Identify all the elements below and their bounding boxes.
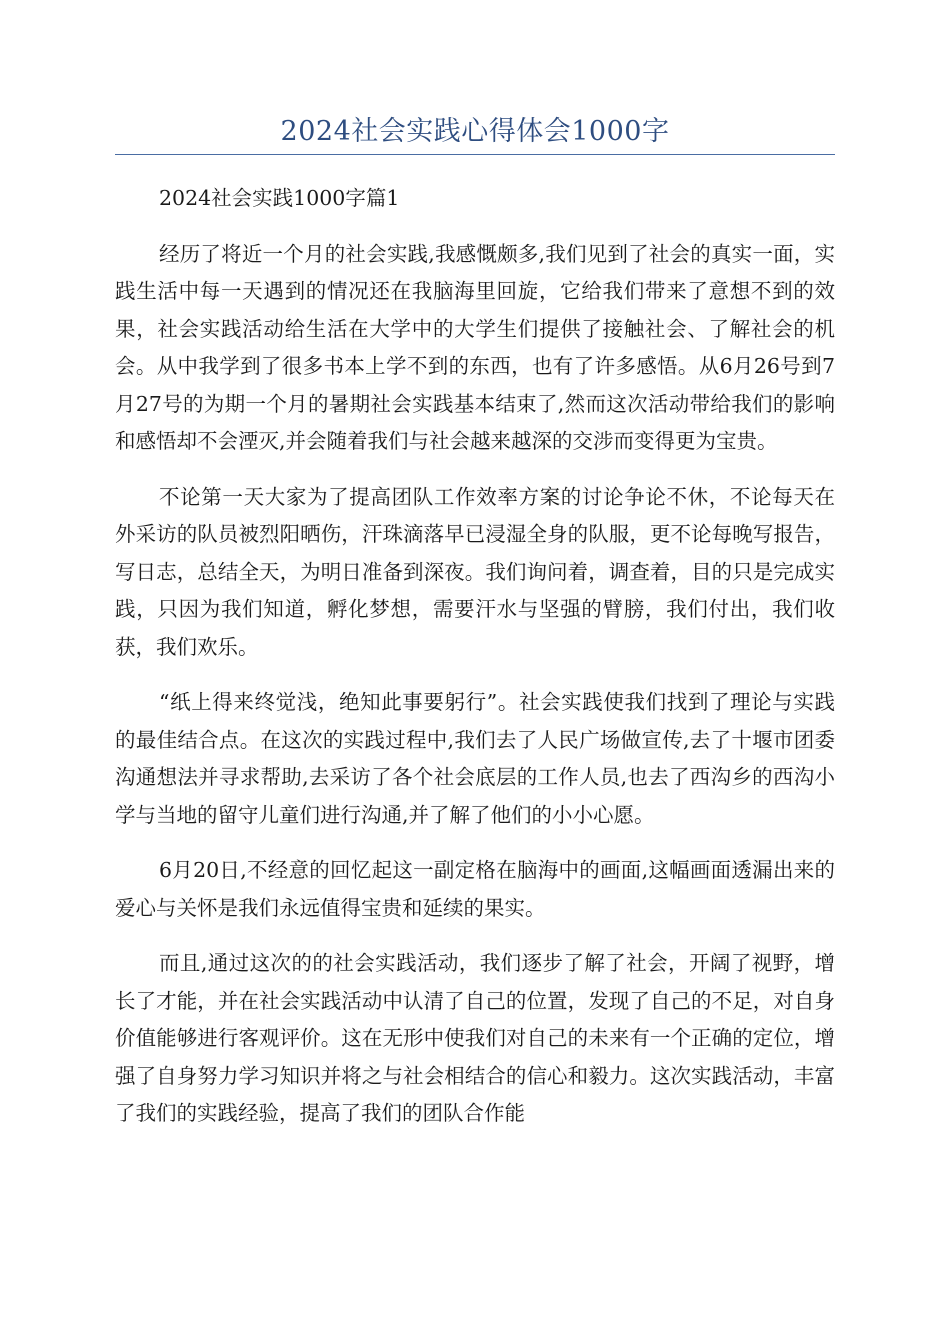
document-title: 2024社会实践心得体会1000字 [280,116,670,147]
title-underline [115,154,835,155]
paragraph: “纸上得来终觉浅，绝知此事要躬行”。社会实践使我们找到了理论与实践的最佳结合点。在这次的实践过程中,我们去了人民广场做宣传,去了十堰市团委沟通想法并寻求帮助,去采访了各个社会底层的工作人员,也去了西沟乡的西沟小学与当地的留守儿童们进行沟通,并了解了他们的小小心愿。 [115,690,835,827]
paragraph: 而且,通过这次的的社会实践活动，我们逐步了解了社会，开阔了视野，增长了才能，并在社会实践活动中认清了自己的位置，发现了自己的不足，对自身价值能够进行客观评价。这在无形中使我们对自己的未来有一个正确的定位，增强了自身努力学习知识并将之与社会相结合的信心和毅力。这次实践活动，丰富了我们的实践经验，提高了我们的团队合作能 [115,951,835,1125]
paragraph: 6月20日,不经意的回忆起这一副定格在脑海中的画面,这幅画面透漏出来的爱心与关怀是我们永远值得宝贵和延续的果实。 [115,858,835,920]
paragraph: 不论第一天大家为了提高团队工作效率方案的讨论争论不休，不论每天在外采访的队员被烈阳晒伤，汗珠滴落早已浸湿全身的队服，更不论每晚写报告，写日志，总结全天，为明日准备到深夜。我们询问着，调查着，目的只是完成实践，只因为我们知道，孵化梦想，需要汗水与坚强的臂膀，我们付出，我们收获，我们欢乐。 [115,484,835,659]
document-body [115,180,835,1151]
section-heading: 2024社会实践1000字篇1 [159,186,400,210]
paragraph: 经历了将近一个月的社会实践,我感慨颇多,我们见到了社会的真实一面，实践生活中每一天遇到的情况还在我脑海里回旋，它给我们带来了意想不到的效果，社会实践活动给生活在大学中的大学生们提供了接触社会、了解社会的机会。从中我学到了很多书本上学不到的东西，也有了许多感悟。从6月26号到7月27号的为期一个月的暑期社会实践基本结束了,然而这次活动带给我们的影响和感悟却不会湮灭,并会随着我们与社会越来越深的交涉而变得更为宝贵。 [115,241,835,453]
